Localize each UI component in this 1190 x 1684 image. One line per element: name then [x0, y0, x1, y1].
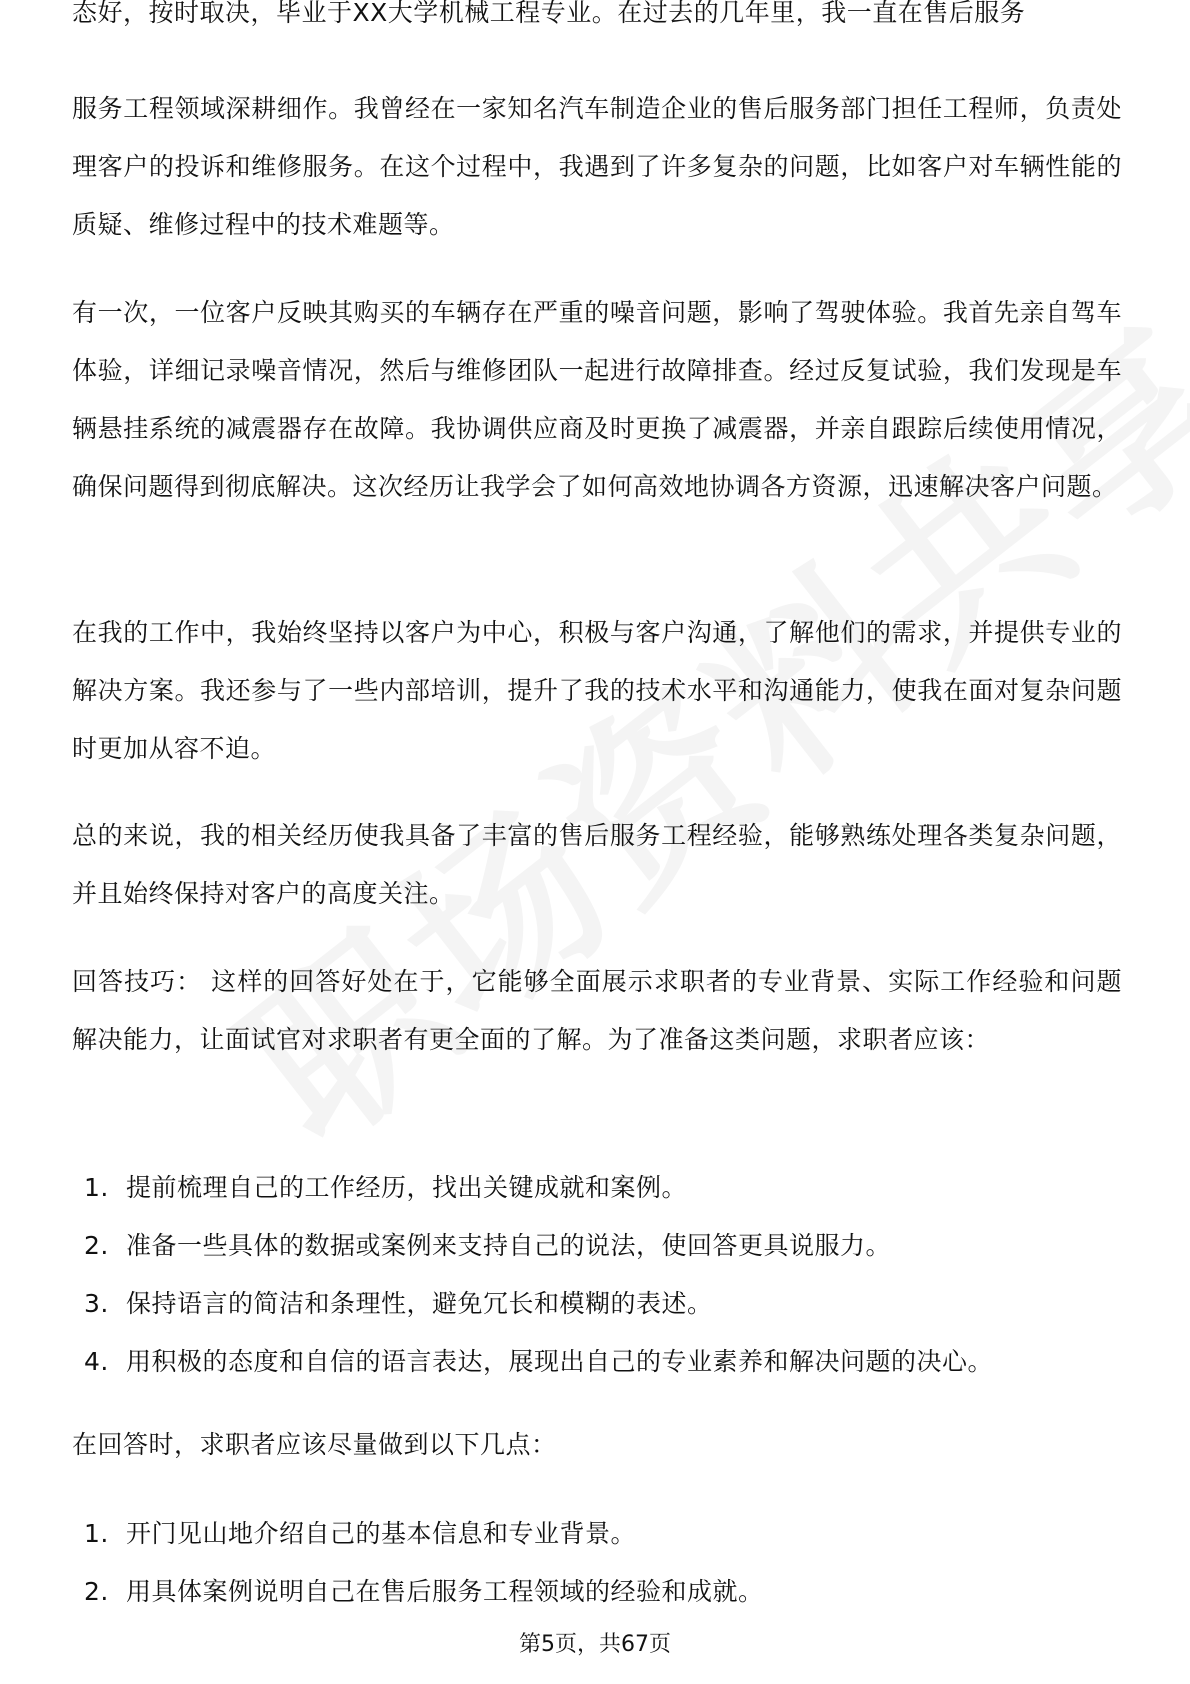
list-item-number: 2. [84, 1577, 109, 1606]
paragraph-customer-focus: 在我的工作中，我始终坚持以客户为中心，积极与客户沟通，了解他们的需求，并提供专业的解决方案。我还参与了一些内部培训，提升了我的技术水平和沟通能力，使我在面对复杂问题时更加从容不迫。 [72, 618, 1122, 763]
list-item [72, 1275, 1122, 1333]
list-item [72, 1505, 1122, 1563]
paragraph-summary: 总的来说，我的相关经历使我具备了丰富的售后服务工程经验，能够熟练处理各类复杂问题，并且始终保持对客户的高度关注。 [72, 821, 1122, 908]
list-item-text: 准备一些具体的数据或案例来支持自己的说法，使回答更具说服力。 [126, 1231, 892, 1260]
list-item-number: 1. [84, 1519, 109, 1548]
list-item [72, 1333, 1122, 1391]
paragraph-noise-case: 有一次，一位客户反映其购买的车辆存在严重的噪音问题，影响了驾驶体验。我首先亲自驾车体验，详细记录噪音情况，然后与维修团队一起进行故障排查。经过反复试验，我们发现是车辆悬挂系统的减震器存在故障。我协调供应商及时更换了减震器，并亲自跟踪后续使用情况，确保问题得到彻底解决。这次经历让我学会了如何高效地协调各方资源，迅速解决客户问题。 [72, 298, 1122, 501]
list-item-number: 3. [84, 1289, 109, 1318]
list-item [72, 1159, 1122, 1217]
partial-top-line: 态好，按时取决，毕业于XX大学机械工程专业。在过去的几年里，我一直在售后服务 [72, 0, 1026, 27]
paragraph-answer-points: 在回答时，求职者应该尽量做到以下几点： [72, 1430, 557, 1459]
prep-list [72, 1159, 1122, 1391]
list-item-text: 用积极的态度和自信的语言表达，展现出自己的专业素养和解决问题的决心。 [126, 1347, 994, 1376]
list-item [72, 1217, 1122, 1275]
list-item-text: 提前梳理自己的工作经历，找出关键成就和案例。 [126, 1173, 688, 1202]
list-item [72, 1563, 1122, 1621]
page-number: 第5页，共67页 [519, 1632, 671, 1657]
answer-list [72, 1505, 1122, 1621]
list-item-text: 开门见山地介绍自己的基本信息和专业背景。 [126, 1519, 637, 1548]
list-item-number: 1. [84, 1173, 109, 1202]
list-item-text: 保持语言的简洁和条理性，避免冗长和模糊的表述。 [126, 1289, 713, 1318]
list-item-text: 用具体案例说明自己在售后服务工程领域的经验和成就。 [126, 1577, 764, 1606]
paragraph-answer-tips: 回答技巧： 这样的回答好处在于，它能够全面展示求职者的专业背景、实际工作经验和问题解决能力，让面试官对求职者有更全面的了解。为了准备这类问题，求职者应该： [72, 967, 1122, 1054]
list-item-number: 4. [84, 1347, 109, 1376]
paragraph-experience: 服务工程领域深耕细作。我曾经在一家知名汽车制造企业的售后服务部门担任工程师，负责处理客户的投诉和维修服务。在这个过程中，我遇到了许多复杂的问题，比如客户对车辆性能的质疑、维修过程中的技术难题等。 [72, 94, 1122, 239]
list-item-number: 2. [84, 1231, 109, 1260]
